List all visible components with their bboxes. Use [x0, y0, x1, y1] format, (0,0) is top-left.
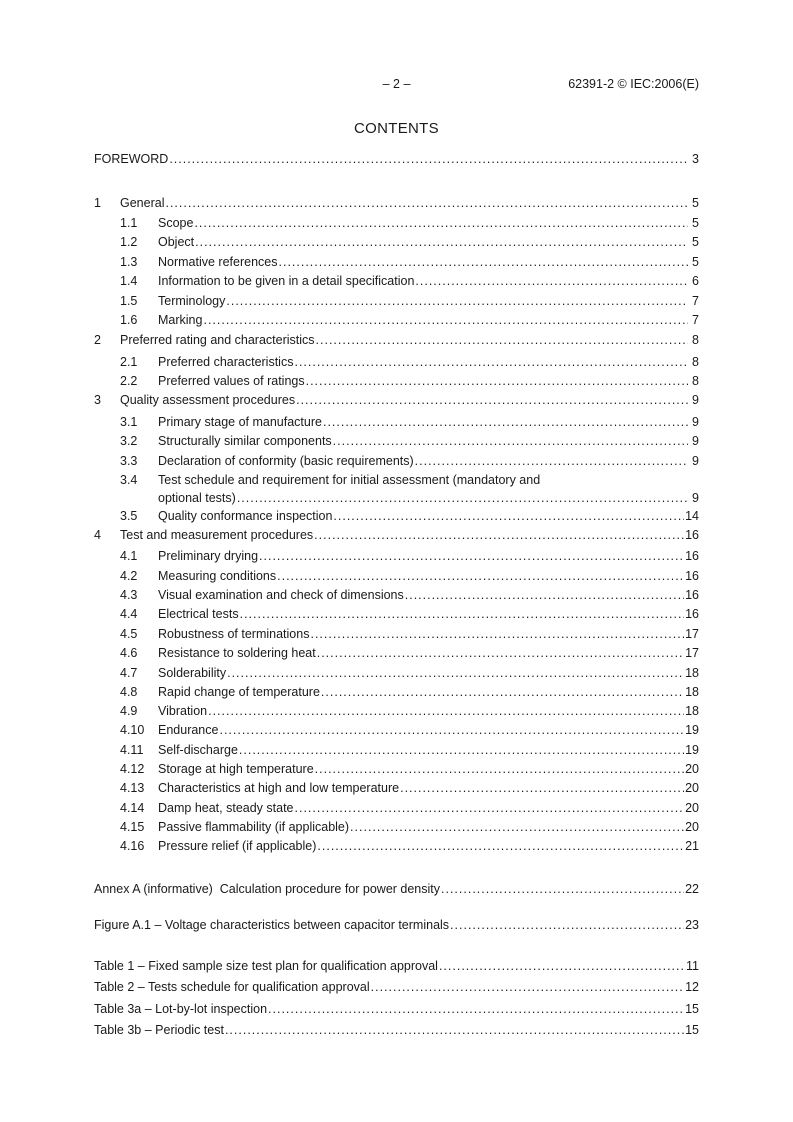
toc-entry-title: General [120, 196, 165, 210]
toc-entry-number: 4.16 [120, 839, 145, 853]
toc-entry-foreword[interactable] [94, 152, 699, 170]
toc-entry-number: 3 [94, 393, 101, 407]
toc-entry-page: 22 [685, 882, 699, 896]
toc-entry-page: 5 [692, 255, 699, 269]
toc-entry-section-4-7[interactable] [94, 666, 699, 684]
toc-entry-page: 16 [685, 528, 699, 542]
toc-entry-page: 18 [685, 666, 699, 680]
toc-entry-page: 21 [685, 839, 699, 853]
dot-leader [333, 509, 684, 523]
toc-entry-title: Preferred characteristics [158, 355, 294, 369]
dot-leader [315, 762, 684, 776]
toc-entry-number: 4.2 [120, 569, 138, 583]
dot-leader [195, 235, 688, 249]
toc-entry-title: FOREWORD [94, 152, 169, 166]
toc-entry-number: 4.10 [120, 723, 145, 737]
toc-entry-title: Robustness of terminations [158, 627, 310, 641]
dot-leader [227, 666, 684, 680]
toc-entry-title: Pressure relief (if applicable) [158, 839, 317, 853]
toc-entry-table-1[interactable] [94, 959, 699, 977]
toc-entry-title: Structurally similar components [158, 434, 332, 448]
toc-entry-page: 19 [685, 723, 699, 737]
page-header [0, 77, 793, 93]
toc-entry-section-4-12[interactable] [94, 762, 699, 780]
toc-entry-section-3-2[interactable] [94, 434, 699, 452]
toc-entry-title: Normative references [158, 255, 278, 269]
dot-leader [165, 196, 688, 210]
toc-entry-title: Damp heat, steady state [158, 801, 294, 815]
toc-entry-title: Preliminary drying [158, 549, 259, 563]
toc-entry-page: 9 [692, 393, 699, 407]
toc-entry-title-line2: optional tests) [158, 491, 236, 505]
toc-entry-title: Table 2 – Tests schedule for qualification approval [94, 980, 370, 994]
dot-leader [450, 918, 684, 932]
toc-entry-title: Endurance [158, 723, 219, 737]
toc-entry-section-1-3[interactable] [94, 255, 699, 273]
toc-entry-title: Quality conformance inspection [158, 509, 333, 523]
toc-entry-title: Declaration of conformity (basic requirements) [158, 454, 414, 468]
dot-leader [415, 274, 688, 288]
toc-entry-number: 3.2 [120, 434, 138, 448]
toc-entry-number: 4.13 [120, 781, 145, 795]
toc-entry-number: 4.8 [120, 685, 138, 699]
toc-entry-number: 4.3 [120, 588, 138, 602]
toc-entry-section-1[interactable] [94, 196, 699, 214]
toc-entry-section-4-4[interactable] [94, 607, 699, 625]
dot-leader [294, 355, 688, 369]
toc-entry-number: 3.5 [120, 509, 138, 523]
toc-entry-title: Measuring conditions [158, 569, 277, 583]
dot-leader [350, 820, 684, 834]
dot-leader [295, 801, 685, 815]
toc-entry-page: 16 [685, 549, 699, 563]
toc-entry-number: 2.2 [120, 374, 138, 388]
dot-leader [208, 704, 684, 718]
toc-entry-section-3-4[interactable] [94, 473, 699, 509]
toc-entry-number: 1.1 [120, 216, 138, 230]
dot-leader [194, 216, 688, 230]
dot-leader [259, 549, 684, 563]
toc-entry-number: 4 [94, 528, 101, 542]
toc-entry-number: 1.4 [120, 274, 138, 288]
toc-entry-title: Preferred values of ratings [158, 374, 305, 388]
toc-entry-title: Solderability [158, 666, 227, 680]
toc-entry-title: Storage at high temperature [158, 762, 314, 776]
toc-entry-figure-a1[interactable] [94, 918, 699, 936]
toc-entry-title: Test and measurement procedures [120, 528, 314, 542]
dot-leader [439, 959, 685, 973]
toc-entry-number: 2 [94, 333, 101, 347]
toc-entry-section-3-5[interactable] [94, 509, 699, 527]
dot-leader [323, 415, 688, 429]
toc-entry-page: 9 [692, 415, 699, 429]
toc-entry-section-4-8[interactable] [94, 685, 699, 703]
toc-entry-number: 4.7 [120, 666, 138, 680]
toc-entry-section-1-1[interactable] [94, 216, 699, 234]
dot-leader [400, 781, 684, 795]
toc-entry-page: 16 [685, 569, 699, 583]
toc-entry-section-4-9[interactable] [94, 704, 699, 722]
toc-entry-number: 4.1 [120, 549, 138, 563]
toc-entry-number: 1.3 [120, 255, 138, 269]
dot-leader [203, 313, 688, 327]
toc-entry-number: 3.3 [120, 454, 138, 468]
toc-entry-page: 9 [692, 434, 699, 448]
toc-entry-title: Object [158, 235, 195, 249]
toc-entry-number: 4.9 [120, 704, 138, 718]
dot-leader [317, 646, 684, 660]
toc-entry-section-4-2[interactable] [94, 569, 699, 587]
toc-entry-title: Passive flammability (if applicable) [158, 820, 350, 834]
toc-entry-page: 20 [685, 781, 699, 795]
toc-entry-title: Rapid change of temperature [158, 685, 320, 699]
toc-entry-number: 1.6 [120, 313, 138, 327]
toc-entry-title: Electrical tests [158, 607, 239, 621]
toc-entry-page: 5 [692, 196, 699, 210]
toc-entry-page: 8 [692, 355, 699, 369]
contents-title: CONTENTS [354, 120, 439, 137]
toc-entry-number: 1.5 [120, 294, 138, 308]
dot-leader [310, 627, 684, 641]
toc-entry-number: 4.6 [120, 646, 138, 660]
toc-entry-page: 14 [685, 509, 699, 523]
toc-entry-section-3[interactable] [94, 393, 699, 411]
toc-entry-title: Preferred rating and characteristics [120, 333, 315, 347]
toc-entry-title: Resistance to soldering heat [158, 646, 316, 660]
toc-entry-section-4[interactable] [94, 528, 699, 546]
dot-leader [441, 882, 684, 896]
toc-entry-section-2-2[interactable] [94, 374, 699, 392]
toc-entry-section-4-3[interactable] [94, 588, 699, 606]
toc-entry-title: Scope [158, 216, 194, 230]
toc-entry-page: 20 [685, 762, 699, 776]
toc-entry-section-4-13[interactable] [94, 781, 699, 799]
dot-leader [237, 491, 688, 505]
toc-entry-page: 18 [685, 704, 699, 718]
toc-entry-section-1-2[interactable] [94, 235, 699, 253]
toc-entry-title: Table 1 – Fixed sample size test plan for qualification approval [94, 959, 438, 973]
toc-entry-table-3b[interactable] [94, 1023, 699, 1041]
toc-entry-title: Table 3a – Lot-by-lot inspection [94, 1002, 268, 1016]
dot-leader [279, 255, 689, 269]
document-reference: 62391-2 © IEC:2006(E) [568, 77, 699, 91]
toc-entry-number: 4.15 [120, 820, 145, 834]
toc-entry-number: 3.4 [120, 473, 138, 487]
toc-entry-number: 1 [94, 196, 101, 210]
toc-entry-title: Vibration [158, 704, 208, 718]
dot-leader [268, 1002, 684, 1016]
toc-entry-page: 5 [692, 235, 699, 249]
toc-entry-title: Quality assessment procedures [120, 393, 296, 407]
dot-leader [240, 607, 685, 621]
dot-leader [239, 743, 684, 757]
toc-entry-number: 4.11 [120, 743, 144, 757]
toc-entry-page: 8 [692, 374, 699, 388]
toc-entry-section-4-16[interactable] [94, 839, 699, 857]
toc-entry-number: 2.1 [120, 355, 138, 369]
toc-entry-table-2[interactable] [94, 980, 699, 998]
dot-leader [219, 723, 684, 737]
toc-entry-number: 4.14 [120, 801, 145, 815]
dot-leader [333, 434, 688, 448]
toc-entry-title: Self-discharge [158, 743, 238, 757]
toc-entry-page: 17 [685, 627, 699, 641]
toc-entry-section-4-11[interactable] [94, 743, 699, 761]
toc-entry-annex-a[interactable] [94, 882, 699, 900]
toc-entry-page: 8 [692, 333, 699, 347]
dot-leader [314, 528, 684, 542]
dot-leader [316, 333, 688, 347]
dot-leader [405, 588, 684, 602]
toc-entry-section-3-3[interactable] [94, 454, 699, 472]
toc-entry-number: 4.12 [120, 762, 145, 776]
dot-leader [225, 1023, 684, 1037]
toc-entry-page: 9 [692, 454, 699, 468]
toc-entry-title: Terminology [158, 294, 226, 308]
toc-entry-title: Annex A (informative) Calculation procedure for power density [94, 882, 441, 896]
toc-entry-page: 6 [692, 274, 699, 288]
toc-entry-section-1-5[interactable] [94, 294, 699, 312]
toc-entry-section-4-15[interactable] [94, 820, 699, 838]
toc-entry-page: 18 [685, 685, 699, 699]
toc-entry-number: 1.2 [120, 235, 138, 249]
toc-entry-section-2-1[interactable] [94, 355, 699, 373]
toc-entry-number: 3.1 [120, 415, 138, 429]
toc-entry-page: 16 [685, 588, 699, 602]
toc-entry-section-4-10[interactable] [94, 723, 699, 741]
toc-entry-page: 9 [692, 491, 699, 505]
toc-entry-title: Information to be given in a detail specification [158, 274, 415, 288]
toc-entry-page: 20 [685, 801, 699, 815]
toc-entry-page: 15 [685, 1002, 699, 1016]
toc-entry-page: 17 [685, 646, 699, 660]
toc-entry-number: 4.4 [120, 607, 138, 621]
toc-entry-title: Visual examination and check of dimensions [158, 588, 404, 602]
toc-entry-section-4-1[interactable] [94, 549, 699, 567]
toc-entry-page: 7 [692, 313, 699, 327]
toc-entry-section-3-1[interactable] [94, 415, 699, 433]
toc-entry-title-line1: Test schedule and requirement for initial assessment (mandatory and [158, 473, 541, 487]
toc-entry-page: 19 [685, 743, 699, 757]
toc-entry-title: Marking [158, 313, 203, 327]
dot-leader [277, 569, 684, 583]
page-number: – 2 – [382, 77, 411, 91]
dot-leader [317, 839, 684, 853]
toc-entry-section-1-4[interactable] [94, 274, 699, 292]
toc-entry-page: 12 [685, 980, 699, 994]
toc-entry-title: Table 3b – Periodic test [94, 1023, 224, 1037]
toc-entry-page: 7 [692, 294, 699, 308]
toc-entry-section-1-6[interactable] [94, 313, 699, 331]
toc-entry-section-4-14[interactable] [94, 801, 699, 819]
toc-entry-page: 15 [685, 1023, 699, 1037]
dot-leader [306, 374, 688, 388]
toc-entry-page: 23 [685, 918, 699, 932]
dot-leader [321, 685, 684, 699]
dot-leader [296, 393, 688, 407]
toc-entry-title: Characteristics at high and low temperature [158, 781, 400, 795]
toc-entry-page: 3 [692, 152, 699, 166]
dot-leader [415, 454, 688, 468]
dot-leader [169, 152, 688, 166]
dot-leader [226, 294, 688, 308]
toc-entry-page: 20 [685, 820, 699, 834]
toc-entry-section-2[interactable] [94, 333, 699, 351]
toc-entry-page: 5 [692, 216, 699, 230]
toc-entry-page: 16 [685, 607, 699, 621]
toc-entry-title: Primary stage of manufacture [158, 415, 322, 429]
toc-entry-section-4-6[interactable] [94, 646, 699, 664]
toc-entry-title: Figure A.1 – Voltage characteristics between capacitor terminals [94, 918, 450, 932]
toc-entry-number: 4.5 [120, 627, 138, 641]
toc-entry-section-4-5[interactable] [94, 627, 699, 645]
toc-entry-page: 11 [686, 959, 699, 973]
toc-entry-table-3a[interactable] [94, 1002, 699, 1020]
dot-leader [371, 980, 684, 994]
